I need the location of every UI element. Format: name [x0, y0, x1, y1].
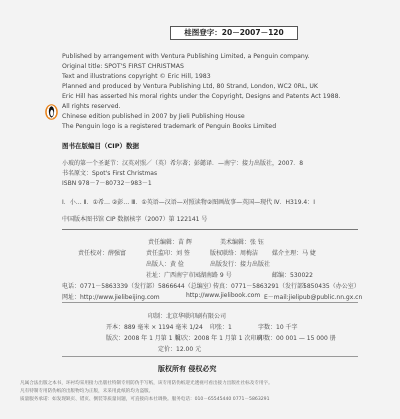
notice-line: Planned and produced by Ventura Publishing Ltd, 80 Strand, London, WC2 0RL, UK — [62, 83, 318, 90]
price: 定价：12.00 元 — [158, 346, 202, 353]
credit-media-manager: 媒介主理：马 婕 — [272, 250, 316, 257]
credit-website-2: http://www.jielibook.com — [186, 292, 261, 299]
credit-phone-2: 5866644（总编室） — [158, 283, 215, 290]
format: 开本：889 毫米 × 1194 毫米 1/24 — [106, 324, 203, 331]
credit-editor: 责任编辑：苗 辉 — [148, 239, 192, 246]
credit-website-1: 网址：http://www.jielibeijing.com — [62, 294, 160, 301]
word-count: 字数：10 千字 — [258, 324, 298, 331]
edition: 版次：2008 年 1 月第 1 版 — [106, 335, 181, 342]
credit-postcode: 邮编：530022 — [272, 272, 313, 279]
copyright-footer-line: 质量服务承诺：如发现缺页、错页、倒装等质量问题，可直接向本社调换。服务电话：010－65545440 0771－5863291 — [20, 397, 270, 402]
notice-line: Text and illustrations copyright © Eric Hill, 1983 — [62, 73, 211, 80]
copyright-footer-title: 版权所有 侵权必究 — [158, 365, 217, 373]
sheets: 印张：1 — [210, 324, 232, 331]
copyright-footer-line: 凡有特制专用防伪纸的出版物均为正版，未采用此纸的均为盗版。 — [20, 389, 154, 394]
credit-email: E－mail:jielipub@public.nn.gx.cn — [264, 294, 363, 301]
notice-line: Chinese edition published in 2007 by Jieli Publishing House — [62, 113, 245, 120]
registration-number-box: 桂图登字：20－2007－120 — [170, 26, 298, 40]
credit-copyright-contact: 版权联络：周梅洁 — [210, 250, 259, 257]
notice-line: The Penguin logo is a registered trademark of Penguin Books Limited — [62, 123, 277, 130]
cip-number-line: 中国版本图书馆 CIP 数据核字（2007）第 122141 号 — [62, 216, 208, 223]
credit-fax-2: 5850435（办公室） — [303, 283, 360, 290]
credit-print-supervisor: 责任监印：刘 签 — [146, 250, 190, 257]
copyright-footer-line: 凡属合法出版之本书，环衬均采用接力出版社特制专用防伪手写纸，该专用防伪纸迎光透视可看出接力出版社社标及专用字。 — [20, 381, 273, 386]
notice-line: Original title: SPOT'S FIRST CHRISTMAS — [62, 63, 184, 70]
credit-phone: 电话：0771－5863339（发行部） — [62, 283, 158, 290]
impression: 印次：2008 年 1 月第 1 次印刷 — [176, 335, 263, 342]
credit-fax: 传真：0771－5863291（发行部） — [213, 283, 309, 290]
cip-line: ISBN 978－7－80732－983－1 — [62, 180, 152, 187]
cip-line: 小玻的第一个圣诞节：汉英对照／（英）希尔著；彭懿译．—南宁：接力出版社，2007．8 — [62, 160, 304, 167]
print-run: 印数：00 001 — 15 000 册 — [258, 335, 336, 342]
notice-line: Eric Hill has asserted his moral rights under the Copyright, Designs and Patents Act 1988. — [62, 93, 341, 100]
printer: 印制：北京华联印刷有限公司 — [148, 313, 227, 320]
notice-line: All rights reserved. — [62, 103, 121, 110]
credit-distributor: 出版发行：接力出版社 — [210, 261, 271, 268]
cip-line: Ⅰ．小… Ⅱ．①希… ②彭… Ⅲ．①英语—汉语—对照读物②图画故事—英国—现代 Ⅳ．H319.4：I — [62, 199, 316, 206]
notice-line: Published by arrangement with Ventura Publishing Limited, a Penguin company. — [62, 53, 310, 60]
credit-art-editor: 美术编辑：张 钰 — [220, 239, 264, 246]
cip-line: 书名原文：Spot's First Christmas — [62, 170, 158, 177]
divider — [62, 356, 358, 357]
cip-heading: 图书在版编目（CIP）数据 — [62, 142, 139, 150]
credit-publisher: 出版人：黄 俭 — [146, 261, 184, 268]
credit-address: 社址：广西南宁市园湖南路 9 号 — [146, 272, 232, 279]
credit-proofreader: 责任校对：薛强富 — [78, 250, 127, 257]
